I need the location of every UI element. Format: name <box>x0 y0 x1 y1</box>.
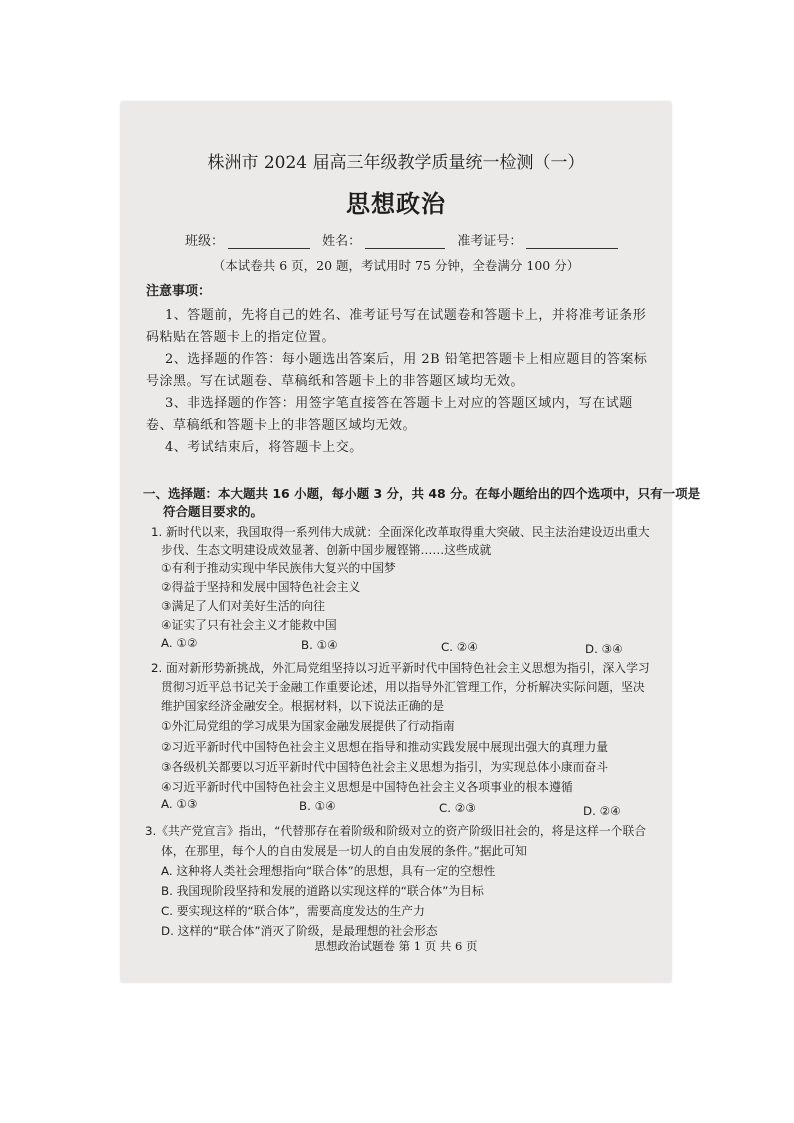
q1-choice-c: C. ②④ <box>441 640 478 654</box>
exam-page <box>121 102 701 982</box>
section-heading-cont: 符合题目要求的。 <box>163 504 264 519</box>
page-footer: 思想政治试题卷 第 1 页 共 6 页 <box>314 939 478 953</box>
q2-item: ④习近平新时代中国特色社会主义思想是中国特色社会主义各项事业的根本遵循 <box>161 780 573 794</box>
q2-item: ①外汇局党组的学习成果为国家金融发展提供了行动指南 <box>161 719 455 733</box>
class-label: 班级： <box>185 234 225 249</box>
notice-line: 1、答题前，先将自己的姓名、准考证号写在试题卷和答题卡上，并将准考证条形 <box>165 308 647 323</box>
notice-line: 卷、草稿纸和答题卡上的非答题区域均无效。 <box>146 418 417 433</box>
name-label: 姓名： <box>322 234 362 249</box>
class-blank <box>228 236 310 249</box>
notice-line: 号涂黑。写在试题卷、草稿纸和答题卡上的非答题区域均无效。 <box>146 374 525 389</box>
q1-item: ②得益于坚持和发展中国特色社会主义 <box>161 580 361 594</box>
q3-choice-d: D. 这样的“联合体”消灭了阶级，是最理想的社会形态 <box>161 924 438 938</box>
q2-choice-b: B. ①④ <box>299 799 336 813</box>
notice-line: 4、考试结束后，将答题卡上交。 <box>165 440 363 455</box>
q1-choice-b: B. ①④ <box>301 638 338 652</box>
exam-note: （本试卷共 6 页，20 题，考试用时 75 分钟，全卷满分 100 分） <box>212 258 580 273</box>
q2-item: ③各级机关都要以习近平新时代中国特色社会主义思想为指引，为实现总体小康而奋斗 <box>161 760 609 774</box>
q2-item: ②习近平新时代中国特色社会主义思想在指导和推动实践发展中展现出强大的真理力量 <box>161 740 609 754</box>
notice-heading: 注意事项： <box>146 284 212 299</box>
exam-title: 株洲市 2024 届高三年级教学质量统一检测（一） <box>207 153 585 173</box>
q3-choice-c: C. 要实现这样的“联合体”，需要高度发达的生产力 <box>161 904 425 918</box>
q1-choice-d: D. ③④ <box>585 642 623 656</box>
q1-stem: 步伐、生态文明建设成效显著、创新中国步履铿锵……这些成就 <box>161 543 492 557</box>
q3-choice-a: A. 这种将人类社会理想指向“联合体”的思想，具有一定的空想性 <box>161 864 496 878</box>
q2-choice-c: C. ②③ <box>439 801 476 815</box>
q1-item: ④证实了只有社会主义才能救中国 <box>161 618 337 632</box>
q1-item: ①有利于推动实现中华民族伟大复兴的中国梦 <box>161 561 396 575</box>
q1-item: ③满足了人们对美好生活的向往 <box>161 599 325 613</box>
notice-line: 码粘贴在答题卡上的指定位置。 <box>146 330 336 345</box>
q2-stem: 2. 面对新形势新挑战，外汇局党组坚持以习近平新时代中国特色社会主义思想为指引，深入学习 <box>151 661 650 675</box>
q2-stem: 贯彻习近平总书记关于金融工作重要论述，用以指导外汇管理工作，分析解决实际问题，坚决 <box>161 680 645 694</box>
notice-line: 2、选择题的作答：每小题选出答案后，用 2B 铅笔把答题卡上相应题目的答案标 <box>165 352 648 367</box>
q2-choice-a: A. ①③ <box>161 797 198 811</box>
notice-line: 3、非选择题的作答：用签字笔直接答在答题卡上对应的答题区域内，写在试题 <box>165 396 633 411</box>
q2-stem: 维护国家经济金融安全。根据材料，以下说法正确的是 <box>161 699 445 713</box>
student-info-row <box>185 230 626 249</box>
q3-stem: 3.《共产党宣言》指出，“代替那存在着阶级和阶级对立的资产阶级旧社会的，将是这样一个联合 <box>145 824 647 838</box>
q1-choice-a: A. ①② <box>161 636 198 650</box>
q3-choice-b: B. 我国现阶段坚持和发展的道路以实现这样的“联合体”为目标 <box>161 884 484 898</box>
q3-stem: 体，在那里，每个人的自由发展是一切人的自由发展的条件。”据此可知 <box>161 844 527 858</box>
exam-number-label: 准考证号： <box>457 234 523 249</box>
name-blank <box>365 236 445 249</box>
exam-number-blank <box>526 236 618 249</box>
q2-choice-d: D. ②④ <box>583 804 621 818</box>
q1-stem: 1. 新时代以来，我国取得一系列伟大成就：全面深化改革取得重大突破、民主法治建设迈出重大 <box>151 525 650 539</box>
section-heading: 一、选择题：本大题共 16 小题，每小题 3 分，共 48 分。在每小题给出的四个选项中，只有一项是 <box>143 486 701 501</box>
subject-title: 思想政治 <box>346 190 446 218</box>
